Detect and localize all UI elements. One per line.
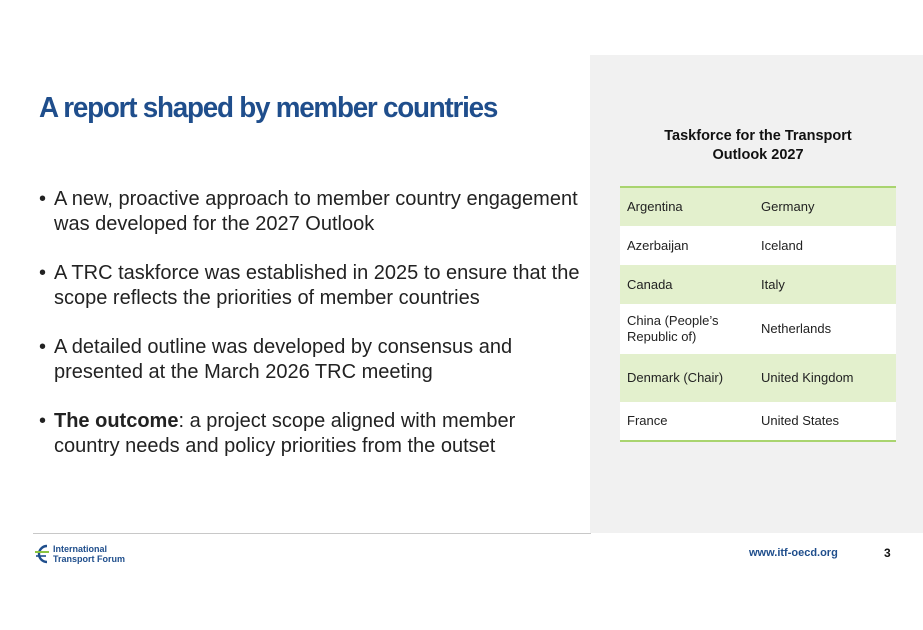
bullet-dot: • — [39, 188, 47, 210]
bullet-item — [39, 187, 584, 237]
bullet-item — [39, 409, 584, 459]
bullet-item — [39, 335, 584, 385]
table-cell: Canada — [620, 265, 754, 304]
bullet-text: A detailed outline was developed by consensus and presented at the March 2026 TRC meeting — [54, 336, 513, 383]
itf-logo-icon — [33, 543, 51, 565]
table-cell: France — [620, 402, 754, 441]
table-cell: United States — [754, 402, 896, 441]
table-row — [620, 226, 896, 265]
table-row — [620, 187, 896, 226]
slide-title: A report shaped by member countries — [39, 92, 498, 124]
page-number: 3 — [884, 546, 891, 560]
table-row — [620, 304, 896, 354]
taskforce-title-line: Taskforce for the Transport — [664, 128, 852, 144]
bullet-text: A new, proactive approach to member country engagement was developed for the 2027 Outlook — [54, 188, 578, 235]
logo-line: International — [53, 544, 108, 554]
table-row — [620, 402, 896, 441]
table-cell: Iceland — [754, 226, 896, 265]
table-cell: Germany — [754, 187, 896, 226]
logo-line: Transport Forum — [53, 554, 126, 564]
table-cell: Argentina — [620, 187, 754, 226]
logo-wordmark — [53, 544, 125, 564]
table-cell: United Kingdom — [754, 354, 896, 402]
itf-logo — [33, 543, 143, 565]
bullet-dot: • — [39, 410, 47, 432]
table-cell: Netherlands — [754, 304, 896, 354]
taskforce-table — [620, 186, 896, 442]
bullet-bold-prefix: The outcome — [54, 410, 179, 432]
bullet-dot: • — [39, 262, 47, 284]
table-row — [620, 354, 896, 402]
taskforce-table-title — [620, 127, 896, 165]
bullet-item — [39, 261, 584, 311]
table-cell: China (People’s Republic of) — [620, 304, 754, 354]
bullet-text: A TRC taskforce was established in 2025 to ensure that the scope reflects the priorities of member countries — [54, 262, 580, 309]
bullet-text: : a project scope aligned with member country needs and policy priorities from the outset — [54, 410, 516, 457]
table-cell: Italy — [754, 265, 896, 304]
bullet-list — [39, 187, 584, 483]
website-url[interactable]: www.itf-oecd.org — [749, 547, 838, 559]
table-row — [620, 265, 896, 304]
table-cell: Denmark (Chair) — [620, 354, 754, 402]
bullet-dot: • — [39, 336, 47, 358]
taskforce-title-line: Outlook 2027 — [712, 147, 804, 163]
footer-divider — [33, 533, 591, 534]
table-cell: Azerbaijan — [620, 226, 754, 265]
